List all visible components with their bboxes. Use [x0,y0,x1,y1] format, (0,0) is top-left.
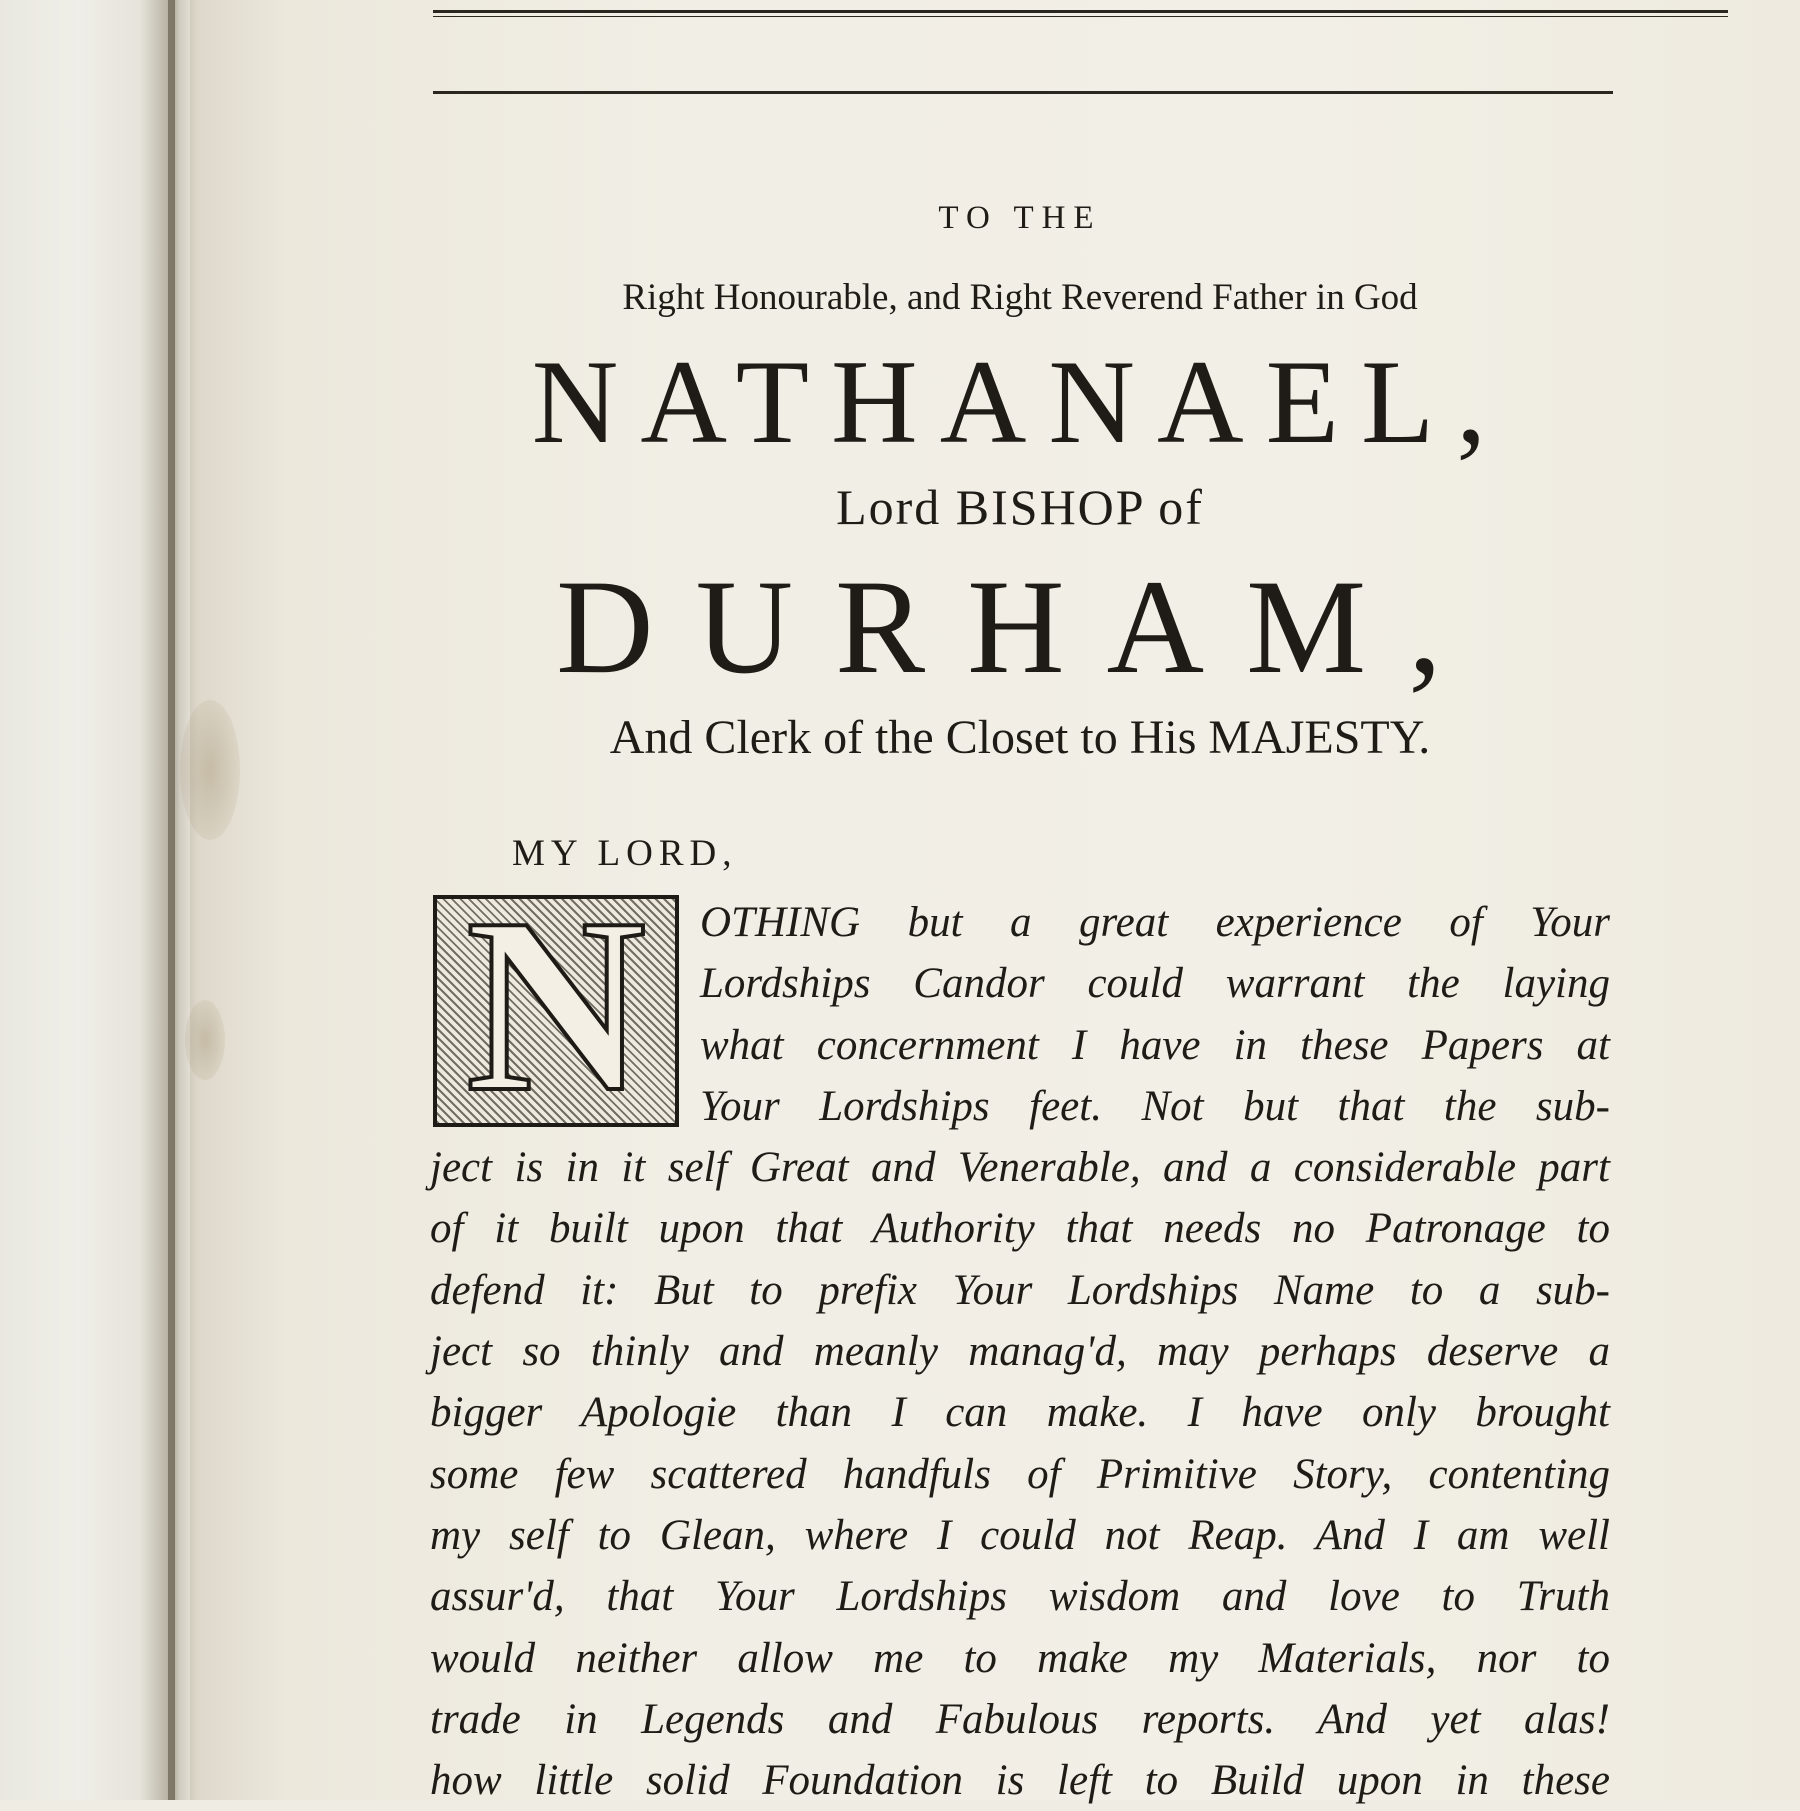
letter-line: how little solid Foundation is left to Build upon in these [430,1757,1610,1805]
dedicatee-office: And Clerk of the Closet to His MAJESTY. [609,711,1431,764]
letter-line: some few scattered handfuls of Primitive Story, contenting [430,1450,1610,1498]
letter-line: assur'd, that Your Lordships wisdom and love to Truth [430,1573,1610,1621]
letter-line: what concernment I have in these Papers at [700,1021,1610,1069]
letter-line: trade in Legends and Fabulous reports. And yet alas! [430,1695,1610,1743]
letter-line: Lordships Candor could warrant the laying [700,960,1610,1008]
letter-body [430,892,1610,1811]
letter-line: bigger Apologie than I can make. I have only brought [430,1389,1610,1437]
facing-page [0,0,175,1800]
letter-line: defend it: But to prefix Your Lordships Name to a sub- [430,1266,1610,1314]
dedicatee-name: NATHANAEL, [531,335,1509,468]
letter-line: OTHING but a great experience of Your [700,899,1610,946]
dedication-address: Right Honourable, and Right Reverend Father in God [622,277,1418,318]
drop-cap-letter: N [465,895,647,1127]
top-rule [433,10,1728,13]
letter-line: ject is in it self Great and Venerable, and a considerable part [430,1144,1610,1192]
dedicatee-title: Lord BISHOP of [836,479,1204,535]
letter-line: Your Lordships feet. Not but that the sub- [700,1082,1610,1130]
dedicatee-see: DURHAM, [556,553,1484,702]
head-rule [433,91,1613,94]
letter-line: ject so thinly and meanly manag'd, may perhaps deserve a [430,1328,1610,1376]
book-gutter [168,0,198,1800]
letter-line: my self to Glean, where I could not Reap. And I am well [430,1511,1610,1559]
top-rule-thin [433,16,1728,17]
letter-line: of it built upon that Authority that needs no Patronage to [430,1205,1610,1253]
letter-line: would neither allow me to make my Materials, nor to [430,1634,1610,1682]
dedication-to-the: TO THE [938,200,1102,236]
letter-salutation: MY LORD, [512,833,738,874]
